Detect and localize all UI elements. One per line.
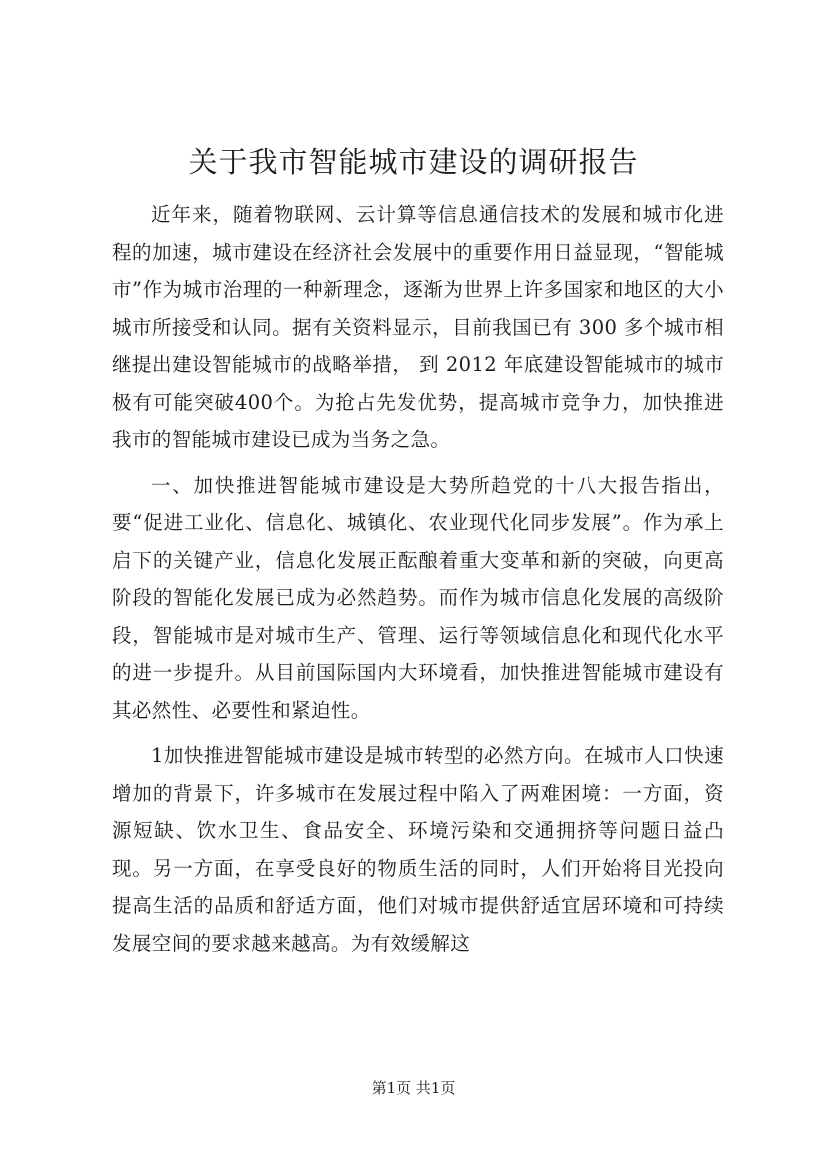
paragraph-point-one: 1加快推进智能城市建设是城市转型的必然方向。在城市人口快速增加的背景下，许多城市在发展过程中陷入了两难困境：一方面，资源短缺、饮水卫生、食品安全、环境污染和交通拥挤等问题日益凸现。另一方面，在享受良好的物质生活的同时，人们开始将目光投向提高生活的品质和舒适方面，他们对城市提供舒适宜居环境和可持续发展空间的要求越来越高。为有效缓解这 xyxy=(112,744,724,955)
paragraph-intro: 近年来，随着物联网、云计算等信息通信技术的发展和城市化进程的加速，城市建设在经济社会发展中的重要作用日益显现，“智能城市”作为城市治理的一种新理念，逐渐为世界上许多国家和地区的大小城市所接受和认同。据有关资料显示，目前我国已有 300 多个城市相继提出建设智能城市的战略举措， 到 2012 年底建设智能城市的城市极有可能突破400个。为抢占先发优势，提高城市竞争力，加快推进我市的智能城市建设已成为当务之急。 xyxy=(112,203,724,451)
document-body xyxy=(112,196,724,970)
document-title: 关于我市智能城市建设的调研报告 xyxy=(188,145,639,179)
paragraph-section-one: 一、加快推进智能城市建设是大势所趋党的十八大报告指出，要“促进工业化、信息化、城镇化、农业现代化同步发展”。作为承上启下的关键产业，信息化发展正酝酿着重大变革和新的突破，向更高阶段的智能化发展已成为必然趋势。而作为城市信息化发展的高级阶段，智能城市是对城市生产、管理、运行等领域信息化和现代化水平的进一步提升。从目前国际国内大环境看，加快推进智能城市建设有其必然性、必要性和紧迫性。 xyxy=(112,473,724,722)
page-number-footer: 第1页 共1页 xyxy=(371,1079,456,1097)
